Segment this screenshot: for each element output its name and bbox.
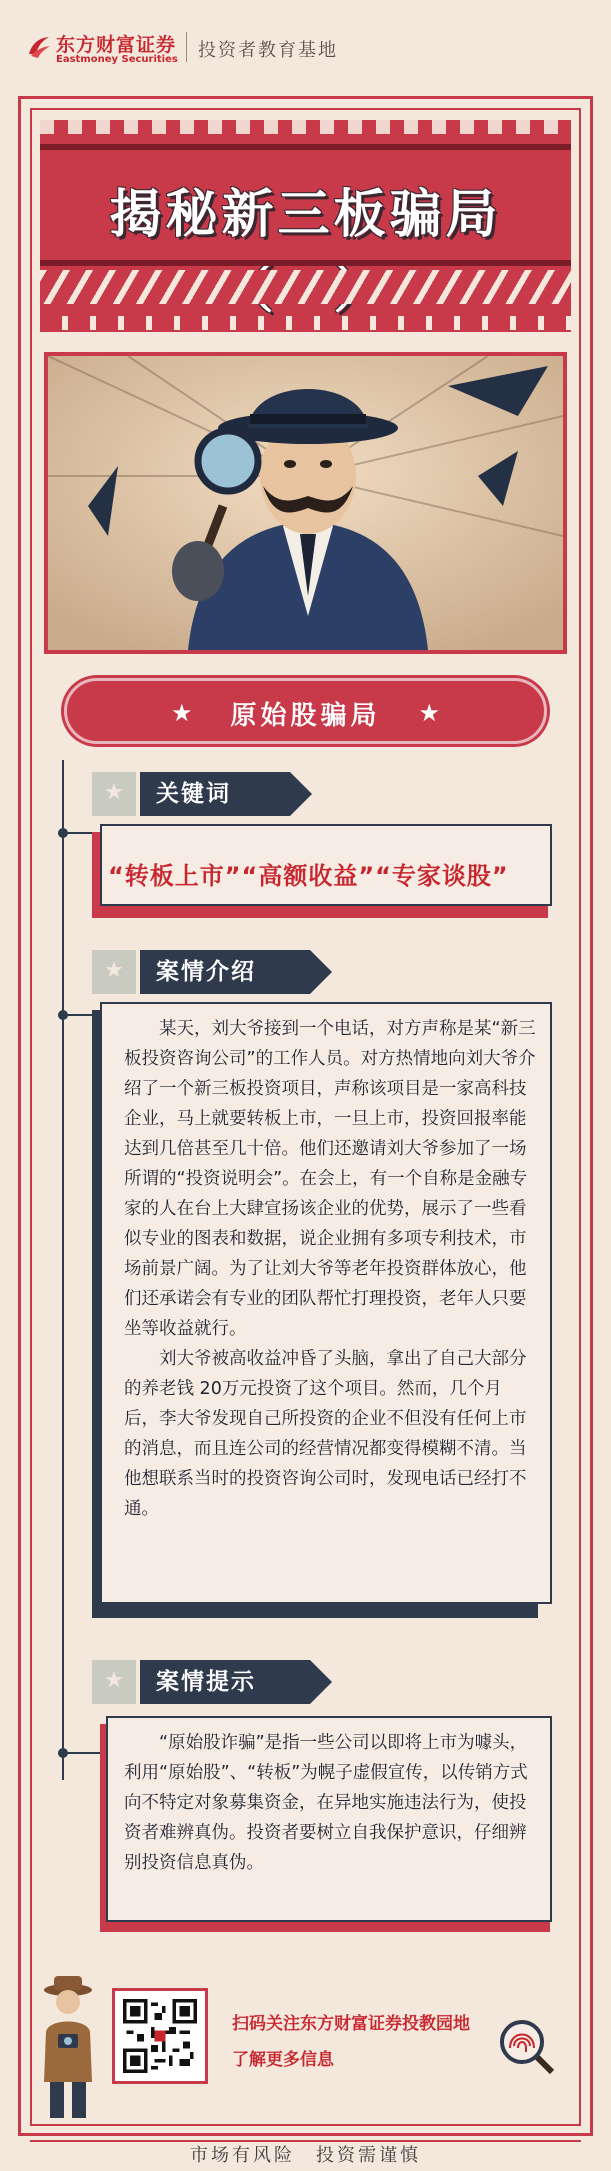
tips-heading-label: 案情提示 bbox=[140, 1660, 310, 1704]
cta-line: 扫码关注东方财富证券投教园地 bbox=[232, 2014, 470, 2034]
star-icon: ★ bbox=[104, 780, 124, 805]
star-icon-box bbox=[92, 1660, 136, 1704]
keywords-heading bbox=[92, 772, 328, 816]
case-paragraph: 某天，刘大爷接到一个电话，对方声称是某“新三板投资咨询公司”的工作人员。对方热情地向刘大爷介绍了一个新三板投资项目，声称该项目是一家高科技企业，马上就要转板上市，一旦上市，投资回报率能达到几倍甚至几十倍。他们还邀请刘大爷参加了一场所谓的“投资说明会”。在会上，有一个自称是金融专家的人在台上大肆宣扬该企业的优势，展示了一些看似专业的图表和数据，说企业拥有多项专利技术，市场前景广阔。为了让刘大爷等老年投资群体放心，他们还承诺会有专业的团队帮忙打理投资，老年人只要坐等收益就行。 bbox=[124, 1019, 536, 1339]
logo-icon bbox=[26, 34, 52, 60]
qr-code-frame bbox=[112, 1988, 208, 2084]
keywords-heading-label: 关键词 bbox=[140, 772, 290, 816]
title-banner bbox=[40, 120, 571, 332]
banner-band bbox=[40, 144, 571, 150]
star-icon: ★ bbox=[104, 958, 124, 983]
cta-line: 了解更多信息 bbox=[232, 2050, 334, 2070]
star-icon: ★ bbox=[171, 699, 193, 727]
detective-icon bbox=[36, 1972, 100, 2122]
header bbox=[0, 0, 611, 72]
risk-disclaimer: 市场有风险 投资需谨慎 bbox=[190, 2145, 421, 2166]
star-icon-box bbox=[92, 772, 136, 816]
banner-band bbox=[40, 260, 571, 266]
brand-name: 东方财富证券 bbox=[56, 34, 177, 56]
timeline-connector bbox=[62, 832, 92, 834]
tips-text bbox=[124, 1728, 538, 1878]
case-text bbox=[124, 1014, 536, 1524]
timeline-line bbox=[62, 760, 64, 1780]
tips-paragraph: “原始股诈骗”是指一些公司以即将上市为噱头，利用“原始股”、“转板”为幌子虚假宣传，以传销方式向不特定对象募集资金，在异地实施违法行为，使投资者难辨真伪。投资者要树立自我保护意识，仔细辨别投资信息真伪。 bbox=[124, 1733, 528, 1873]
case-heading-label: 案情介绍 bbox=[140, 950, 310, 994]
detective-illustration-art bbox=[48, 356, 563, 650]
banner-hatch bbox=[40, 270, 571, 304]
brand-name-en: Eastmoney Securities bbox=[56, 54, 178, 65]
header-slogan: 投资者教育基地 bbox=[198, 40, 338, 61]
star-icon: ★ bbox=[418, 699, 440, 727]
tips-heading bbox=[92, 1660, 362, 1704]
qr-code bbox=[123, 1999, 197, 2073]
star-icon-box bbox=[92, 950, 136, 994]
cta-text bbox=[232, 2006, 470, 2078]
timeline-connector bbox=[62, 1014, 92, 1016]
banner-dashes bbox=[40, 316, 571, 330]
keywords-text: “转板上市”“高额收益”“专家谈股” bbox=[108, 862, 509, 890]
detective-illustration bbox=[44, 352, 567, 654]
star-icon: ★ bbox=[104, 1668, 124, 1693]
section-title: 原始股骗局 bbox=[230, 701, 381, 731]
fingerprint-icon bbox=[496, 2016, 556, 2076]
section-ribbon bbox=[64, 678, 547, 744]
case-paragraph: 刘大爷被高收益冲昏了头脑，拿出了自己大部分的养老钱 20万元投资了这个项目。然而，几个月后，李大爷发现自己所投资的企业不但没有任何上市的消息，而且连公司的经营情况都变得模糊不清。当他想联系当时的投资咨询公司时，发现电话已经打不通。 bbox=[124, 1349, 527, 1519]
case-heading bbox=[92, 950, 362, 994]
banner-edge bbox=[40, 120, 571, 134]
header-divider bbox=[186, 32, 187, 62]
page-title: 揭秘新三板骗局 bbox=[109, 185, 502, 245]
